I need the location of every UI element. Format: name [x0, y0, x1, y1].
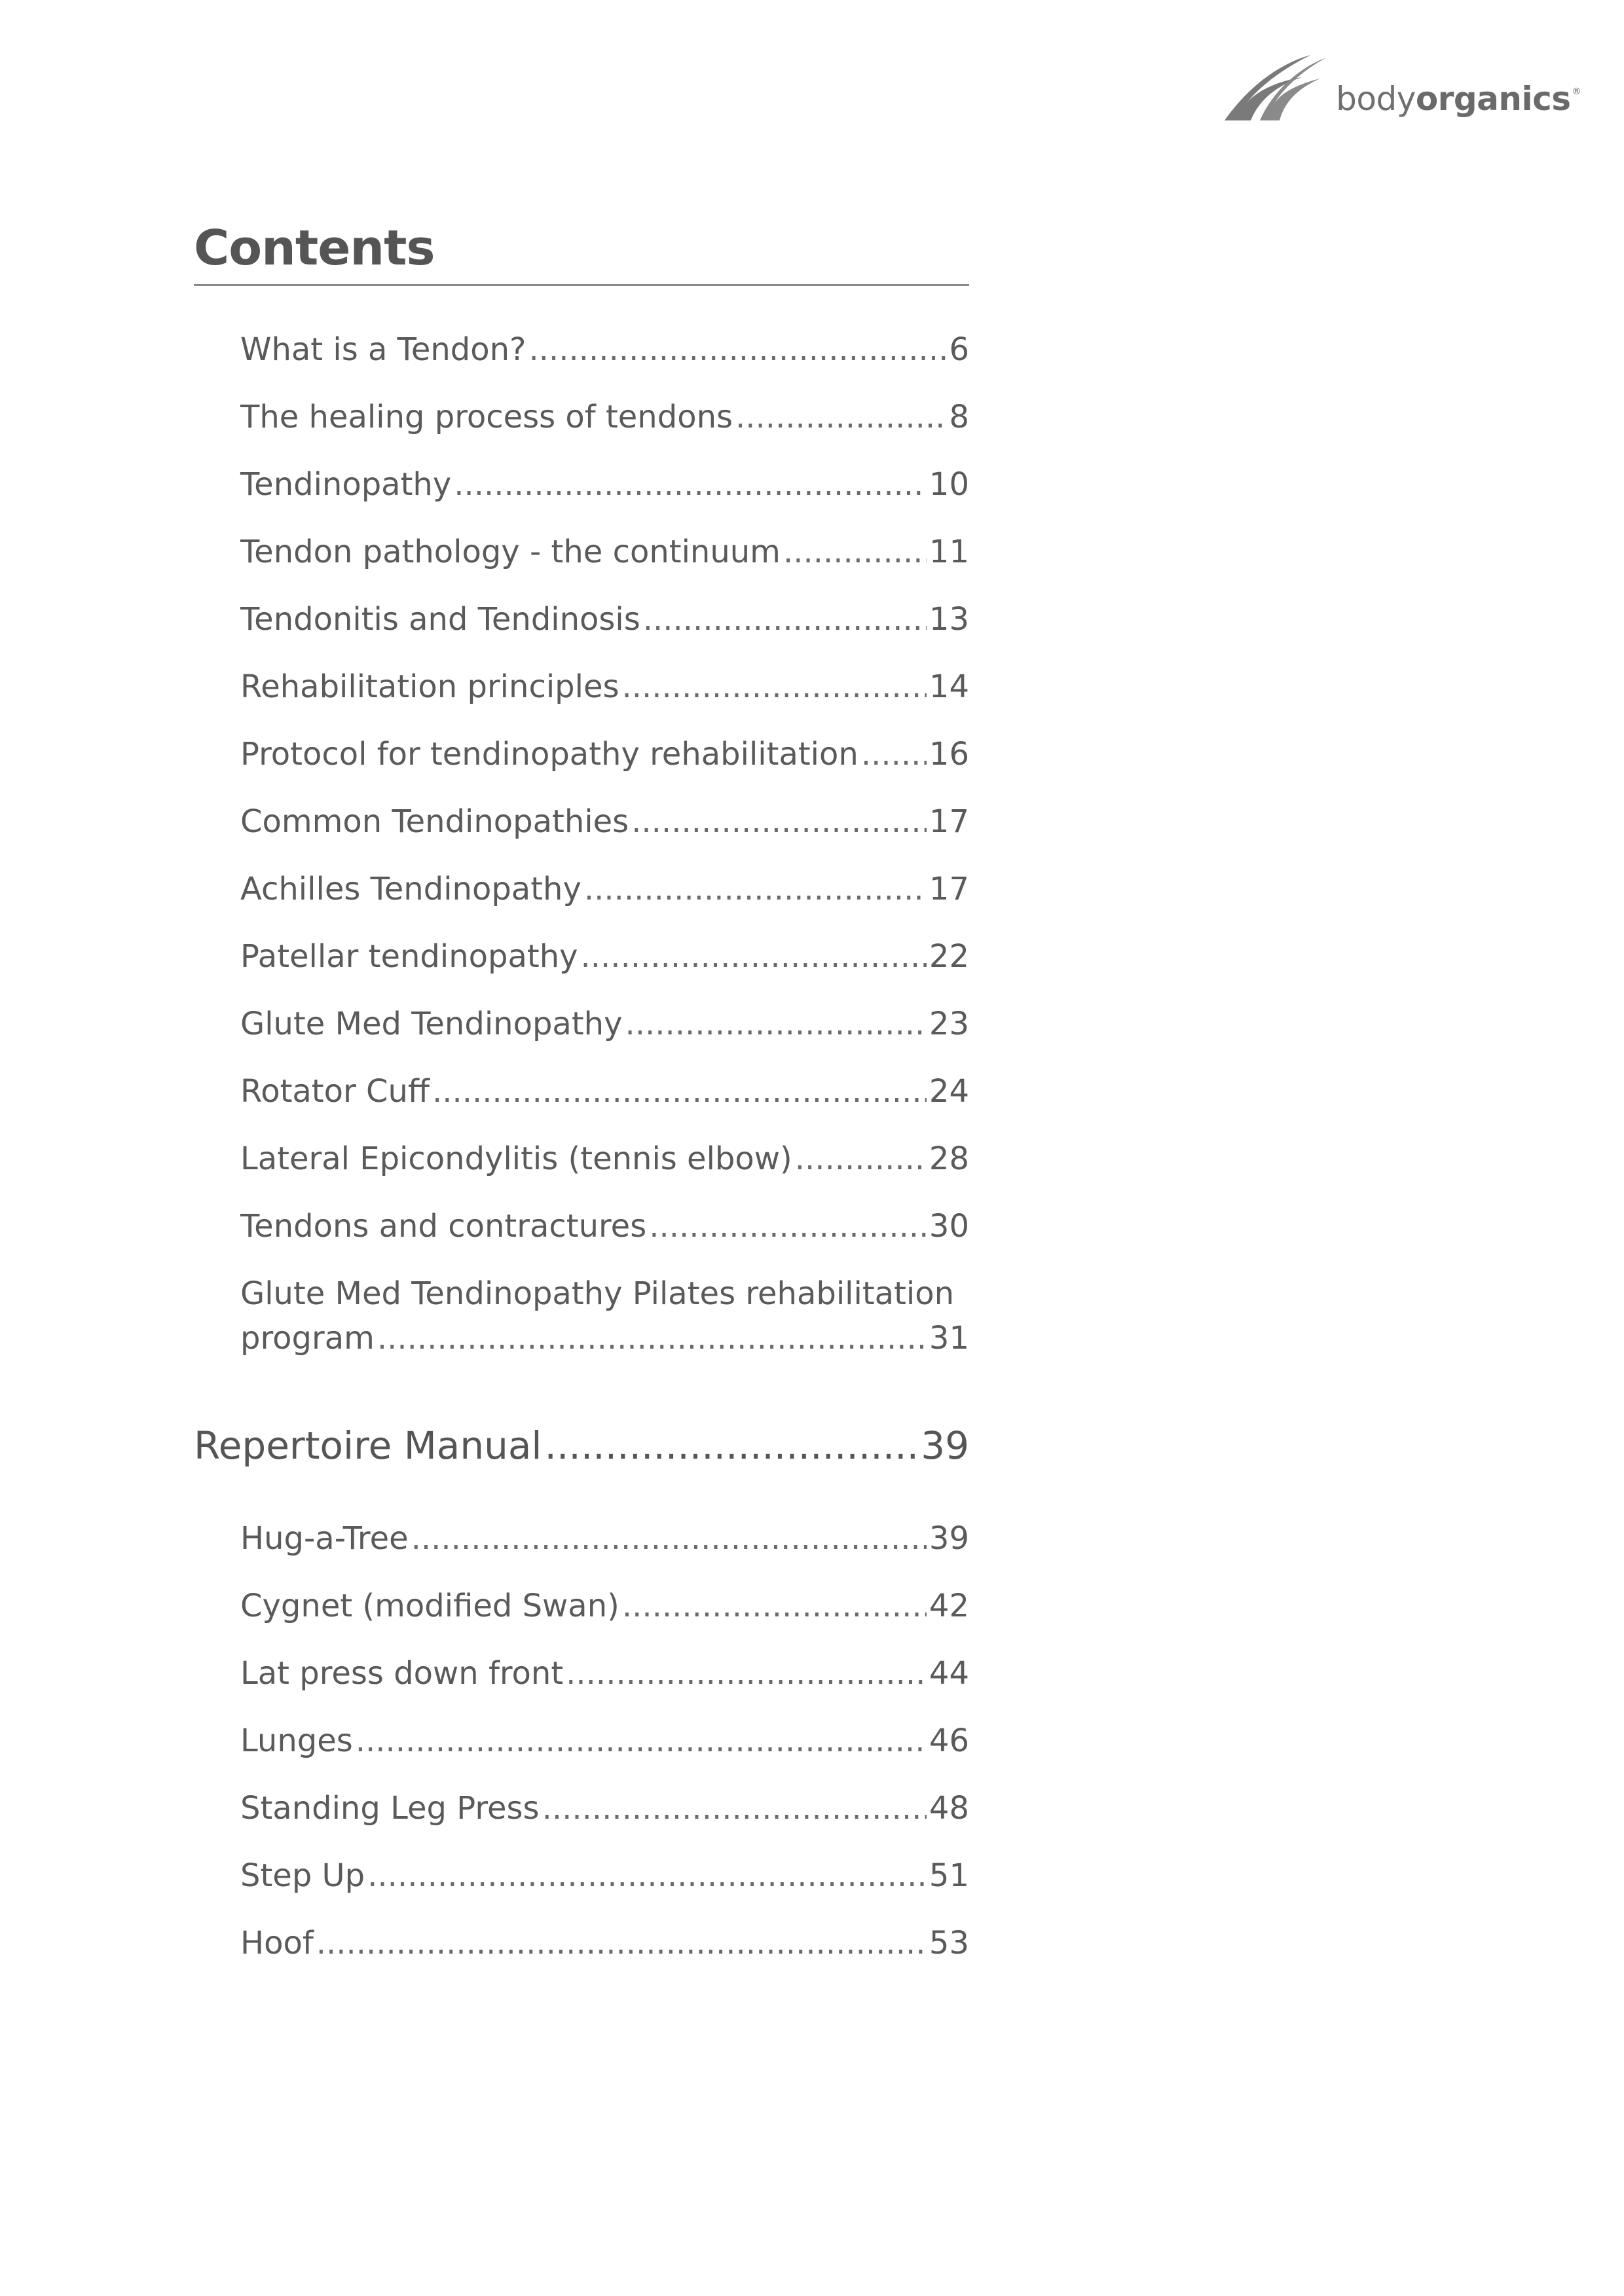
dot-leader [861, 732, 927, 776]
toc-entry-page: 22 [929, 938, 969, 975]
toc-entry[interactable] [240, 327, 969, 372]
toc-entry-page: 44 [929, 1655, 969, 1692]
dot-leader [622, 1584, 927, 1628]
dot-leader [316, 1921, 927, 1965]
toc-entry[interactable] [240, 732, 969, 776]
toc-entry[interactable] [240, 462, 969, 507]
dot-leader [795, 1137, 927, 1181]
toc-entry-page: 23 [929, 1006, 969, 1042]
toc-entry-page: 16 [929, 736, 969, 773]
dot-leader [432, 1069, 927, 1114]
toc-entry-page: 10 [929, 466, 969, 503]
toc-entry-title: Patellar tendinopathy [240, 938, 578, 975]
dot-leader [622, 665, 927, 709]
toc-entry-page: 13 [929, 601, 969, 638]
dot-leader [367, 1853, 927, 1898]
toc-entry-page: 17 [929, 803, 969, 840]
toc-entry[interactable] [240, 799, 969, 844]
toc-entry-page: 51 [929, 1857, 969, 1894]
toc-entry-title: Common Tendinopathies [240, 803, 629, 840]
toc-entry-title: Hoof [240, 1925, 314, 1961]
toc-entry-page: 30 [929, 1208, 969, 1245]
toc-entry-page: 28 [929, 1140, 969, 1177]
dot-leader [542, 1786, 927, 1831]
brand-logo [1222, 52, 1581, 124]
toc-entry[interactable] [240, 1786, 969, 1831]
toc-entry[interactable] [240, 395, 969, 439]
toc-entry-title: The healing process of tendons [240, 399, 733, 435]
dot-leader [643, 597, 927, 642]
swoosh-logo-icon [1222, 52, 1333, 124]
dot-leader [649, 1204, 927, 1248]
toc-entry[interactable] [240, 1069, 969, 1114]
toc-entry-page: 46 [929, 1722, 969, 1759]
toc-entry-title: Rehabilitation principles [240, 668, 619, 705]
toc-entry-title-line1: Glute Med Tendinopathy Pilates rehabilitation [240, 1275, 955, 1312]
toc-entry[interactable] [240, 1853, 969, 1898]
toc-entry-title: Rotator Cuff [240, 1073, 430, 1110]
section-page: 39 [921, 1423, 969, 1468]
toc-entry[interactable] [240, 530, 969, 574]
toc-section-heading[interactable] [194, 1419, 969, 1472]
toc-entry-title-line2: program [240, 1320, 375, 1357]
toc-entry-page: 39 [929, 1520, 969, 1557]
toc-entry-page: 11 [929, 534, 969, 570]
logo-word-organics: organics [1415, 80, 1571, 118]
toc-entry-line2 [240, 1316, 969, 1360]
toc-entry-title: Step Up [240, 1857, 365, 1894]
toc-entry-page: 31 [929, 1320, 969, 1357]
toc-entry-page: 53 [929, 1925, 969, 1961]
toc-entry[interactable] [240, 867, 969, 911]
toc-entry-page: 14 [929, 668, 969, 705]
dot-leader [581, 934, 927, 979]
toc-entry-page: 17 [929, 871, 969, 907]
toc-entry[interactable] [240, 934, 969, 979]
registered-mark: ® [1572, 86, 1581, 97]
toc-entry[interactable] [240, 1584, 969, 1628]
toc-entry[interactable] [240, 1719, 969, 1763]
toc-entry-title: Lat press down front [240, 1655, 564, 1692]
toc-entry-title: Tendons and contractures [240, 1208, 647, 1245]
section-title: Repertoire Manual [194, 1423, 542, 1468]
dot-leader [735, 395, 946, 439]
toc-entry-title: Tendinopathy [240, 466, 452, 503]
toc-entry-title: Lateral Epicondylitis (tennis elbow) [240, 1140, 792, 1177]
toc-entry-page: 42 [929, 1588, 969, 1624]
toc-entry-title: Cygnet (modified Swan) [240, 1588, 619, 1624]
toc-entry[interactable] [240, 1271, 969, 1360]
toc-entry-title: Achilles Tendinopathy [240, 871, 581, 907]
dot-leader [625, 1002, 926, 1046]
toc-entry-title: Tendonitis and Tendinosis [240, 601, 640, 638]
dot-leader [377, 1316, 927, 1360]
dot-leader [454, 462, 927, 507]
toc-entry[interactable] [240, 1921, 969, 1965]
toc-entry-title: What is a Tendon? [240, 331, 526, 368]
page-title: Contents [194, 220, 435, 276]
toc-entry-title: Glute Med Tendinopathy [240, 1006, 623, 1042]
dot-leader [566, 1651, 927, 1696]
toc-entry-page: 24 [929, 1073, 969, 1110]
toc-entry-page: 48 [929, 1790, 969, 1827]
toc-entry[interactable] [240, 665, 969, 709]
toc-entry-title: Tendon pathology - the continuum [240, 534, 781, 570]
toc-entry[interactable] [240, 597, 969, 642]
toc-entry[interactable] [240, 1651, 969, 1696]
dot-leader [783, 530, 927, 574]
dot-leader [584, 867, 927, 911]
toc-entry-title: Lunges [240, 1722, 353, 1759]
toc-entry-title: Hug-a-Tree [240, 1520, 409, 1557]
toc-entry-title: Protocol for tendinopathy rehabilitation [240, 736, 858, 773]
toc-entry[interactable] [240, 1516, 969, 1561]
toc-entry-title: Standing Leg Press [240, 1790, 540, 1827]
toc-entry-page: 6 [949, 331, 969, 368]
toc-entry[interactable] [240, 1204, 969, 1248]
logo-wordmark [1336, 80, 1581, 118]
heading-divider [194, 284, 969, 286]
toc-entry[interactable] [240, 1137, 969, 1181]
dot-leader [545, 1419, 919, 1472]
dot-leader [529, 327, 947, 372]
logo-word-body: body [1336, 80, 1416, 118]
toc-entry-page: 8 [949, 399, 969, 435]
dot-leader [631, 799, 927, 844]
dot-leader [411, 1516, 927, 1561]
toc-entry[interactable] [240, 1002, 969, 1046]
dot-leader [356, 1719, 927, 1763]
